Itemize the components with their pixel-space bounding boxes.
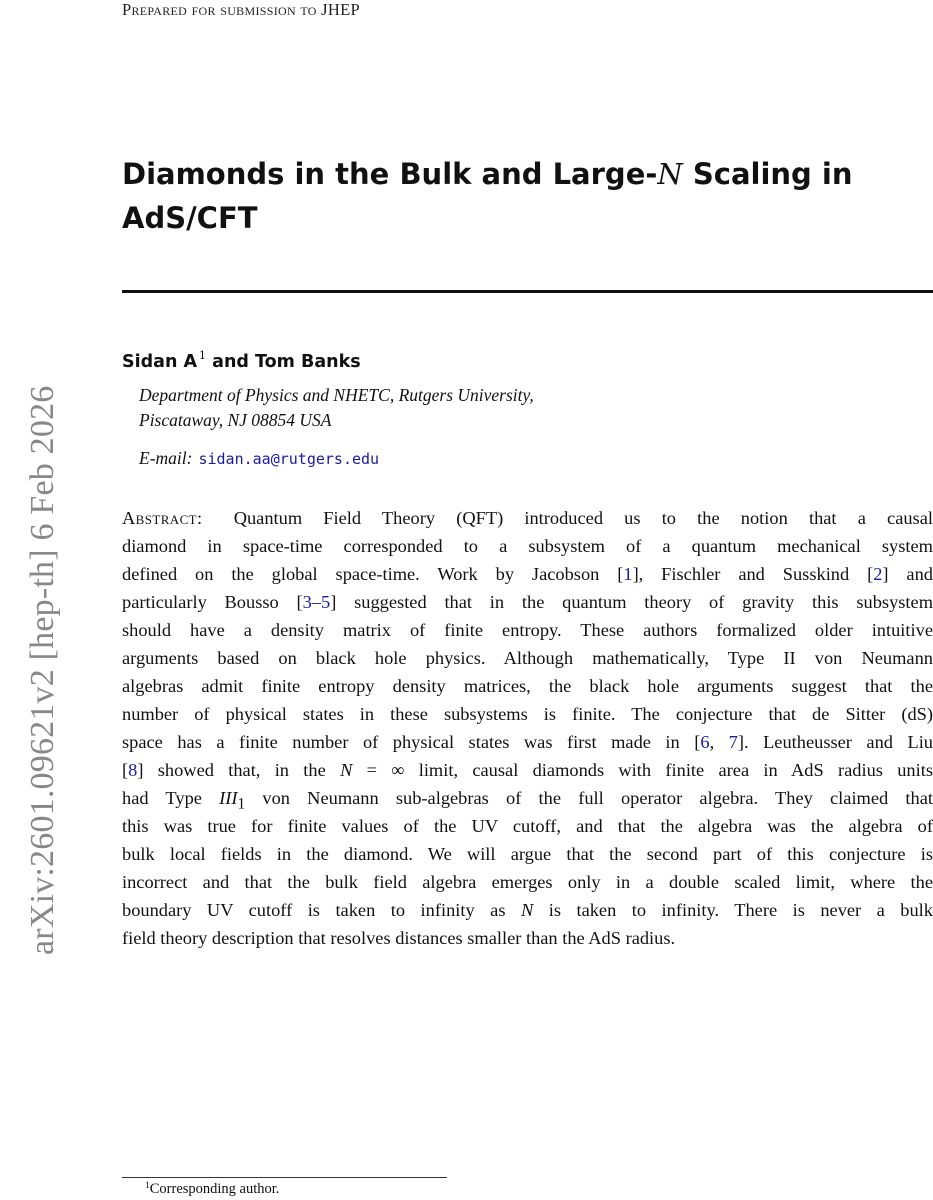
abstract-text: ] and — [882, 564, 933, 584]
math-infinity: = ∞ — [352, 760, 405, 780]
citation-link[interactable]: 6 — [700, 732, 710, 752]
citation-link[interactable]: 3–5 — [302, 592, 331, 612]
abstract-text: , — [709, 732, 729, 752]
affiliation-line-2: Piscataway, NJ 08854 USA — [139, 409, 332, 430]
email-label: E-mail: — [139, 448, 193, 468]
title-rule — [122, 290, 933, 293]
abstract-text: ] showed that, in the — [137, 760, 341, 780]
title-part-1: Diamonds in the Bulk and Large- — [122, 157, 658, 191]
abstract-line: this was true for finite values of the UV cutoff, and that the algebra was the algebra of — [122, 816, 933, 836]
abstract-text: ] suggested that in the quantum theory of gravity this subsystem — [330, 592, 933, 612]
footnote-rule — [122, 1177, 447, 1178]
abstract-line: incorrect and that the bulk field algebra emerges only in a double scaled limit, where the — [122, 872, 933, 892]
footnote-mark: 1 — [145, 1181, 150, 1191]
abstract-line — [122, 588, 933, 616]
abstract-line: algebras admit finite entropy density matrices, the black hole arguments suggest that the — [122, 676, 933, 696]
abstract-text: Quantum Field Theory (QFT) introduced us to the notion that a causal — [233, 508, 933, 528]
arxiv-identifier[interactable]: arXiv:2601.09621v2 [hep-th] 6 Feb 2026 — [24, 385, 61, 955]
journal-header: Prepared for submission to JHEP — [122, 0, 360, 19]
affiliation — [139, 383, 534, 432]
abstract-line: diamond in space-time corresponded to a subsystem of a quantum mechanical system — [122, 536, 933, 556]
math-subscript: 1 — [237, 795, 246, 813]
abstract-text: [ — [122, 760, 129, 780]
paper-title — [122, 152, 862, 240]
abstract-line: field theory description that resolves distances smaller than the AdS radius. — [122, 928, 676, 948]
author-list — [122, 349, 361, 372]
author-1: Sidan A — [122, 352, 198, 372]
abstract-text: particularly Bousso [ — [122, 592, 303, 612]
abstract-line — [122, 504, 933, 532]
footnote-text: Corresponding author. — [149, 1181, 280, 1197]
email-link[interactable]: sidan.aa@rutgers.edu — [198, 450, 380, 468]
author-2: Tom Banks — [255, 352, 361, 372]
footnote — [145, 1181, 279, 1198]
title-line-2: AdS/CFT — [122, 201, 258, 235]
abstract-line: should have a density matrix of finite entropy. These authors formalized older intuitive — [122, 620, 933, 640]
math-type-iii: III — [219, 788, 238, 808]
abstract-text: had Type — [122, 788, 220, 808]
abstract — [122, 504, 933, 952]
citation-link[interactable]: 1 — [623, 564, 633, 584]
title-variable-n: N — [657, 157, 683, 191]
math-n: N — [340, 760, 353, 780]
email-line — [139, 448, 379, 469]
abstract-text: space has a finite number of physical states was first made in [ — [122, 732, 701, 752]
author-separator: and — [206, 352, 256, 372]
citation-link[interactable]: 7 — [728, 732, 738, 752]
abstract-line: number of physical states in these subsystems is finite. The conjecture that de Sitter (dS) — [122, 704, 933, 724]
abstract-line — [122, 728, 933, 756]
abstract-line — [122, 756, 933, 784]
abstract-text: ], Fischler and Susskind [ — [632, 564, 874, 584]
author-footnote-mark[interactable]: 1 — [199, 349, 207, 362]
abstract-line: arguments based on black hole physics. Although mathematically, Type II von Neumann — [122, 648, 933, 668]
abstract-text: von Neumann sub-algebras of the full operator algebra. They claimed that — [245, 788, 933, 808]
affiliation-line-1: Department of Physics and NHETC, Rutgers University, — [139, 385, 534, 405]
math-n: N — [520, 900, 534, 920]
arxiv-sidebar — [0, 0, 61, 1200]
citation-link[interactable]: 2 — [873, 564, 883, 584]
abstract-text: is taken to infinity. There is never a bulk — [533, 900, 933, 920]
citation-link[interactable]: 8 — [128, 760, 138, 780]
abstract-line — [122, 560, 933, 588]
abstract-line: bulk local fields in the diamond. We will argue that the second part of this conjecture is — [122, 844, 933, 864]
abstract-text: boundary UV cutoff is taken to infinity as — [122, 900, 521, 920]
abstract-label: Abstract: — [122, 508, 203, 528]
abstract-line — [122, 784, 933, 812]
abstract-line — [122, 896, 933, 924]
abstract-text: ]. Leutheusser and Liu — [737, 732, 933, 752]
title-part-2: Scaling in — [682, 157, 853, 191]
abstract-text: defined on the global space-time. Work by Jacobson [ — [122, 564, 624, 584]
abstract-text: limit, causal diamonds with finite area in AdS radius units — [404, 760, 933, 780]
